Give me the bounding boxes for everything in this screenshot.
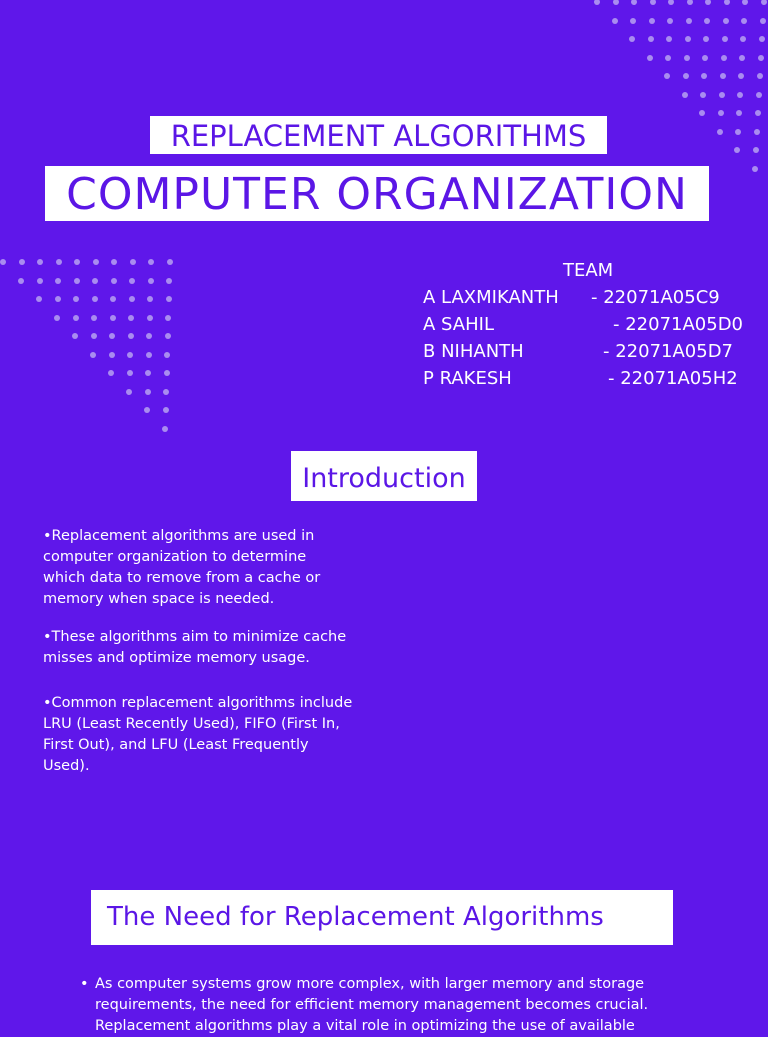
decorative-dot	[147, 296, 153, 302]
intro-bullet: •Replacement algorithms are used in computer organization to determine which data to remove from a cache or memory when space is needed.	[43, 528, 321, 607]
decorative-dot	[148, 278, 154, 284]
decorative-dot	[110, 296, 116, 302]
decorative-dot	[756, 92, 762, 98]
decorative-dot	[92, 296, 98, 302]
decorative-dot	[724, 0, 730, 5]
decorative-dot	[36, 296, 42, 302]
decorative-dot	[93, 259, 99, 265]
decorative-dot	[92, 278, 98, 284]
decorative-dot	[126, 389, 132, 395]
decorative-dot	[650, 0, 656, 5]
team-member-name: A SAHIL	[423, 314, 494, 335]
decorative-dot	[649, 18, 655, 24]
decorative-dot	[163, 407, 169, 413]
decorative-dot	[737, 92, 743, 98]
decorative-dot	[110, 315, 116, 321]
decorative-dot	[73, 296, 79, 302]
decorative-dot	[166, 278, 172, 284]
decorative-dot	[165, 315, 171, 321]
decorative-dot	[19, 259, 25, 265]
decorative-dot	[167, 259, 173, 265]
decorative-dot	[594, 0, 600, 5]
decorative-dot	[702, 55, 708, 61]
decorative-dot	[665, 55, 671, 61]
decorative-dot	[759, 36, 765, 42]
decorative-dot	[760, 18, 766, 24]
decorative-dot	[147, 315, 153, 321]
decorative-dot	[72, 333, 78, 339]
team-member-row	[423, 341, 734, 362]
team-member-id: - 22071A05D7	[603, 341, 734, 362]
need-bullet-list	[80, 974, 680, 1037]
team-member-row	[423, 287, 720, 308]
decorative-dot	[721, 55, 727, 61]
decorative-dot	[108, 370, 114, 376]
decorative-dot	[146, 352, 152, 358]
decorative-dot	[735, 129, 741, 135]
decorative-dot	[74, 278, 80, 284]
decorative-dot	[667, 18, 673, 24]
decorative-dot	[668, 0, 674, 5]
decorative-dot	[754, 129, 760, 135]
intro-bullet: •Common replacement algorithms include LRU (Least Recently Used), FIFO (First In, First Out), and LFU (Least Frequently Used).	[43, 695, 353, 774]
decorative-dot	[683, 73, 689, 79]
decorative-dot	[630, 18, 636, 24]
decorative-dot	[666, 36, 672, 42]
decorative-dot	[686, 18, 692, 24]
decorative-dot	[73, 315, 79, 321]
decorative-dot	[91, 333, 97, 339]
team-member-id: - 22071A05D0	[613, 314, 744, 335]
slide-title: COMPUTER ORGANIZATION	[45, 166, 709, 221]
decorative-dot	[128, 333, 134, 339]
decorative-dot	[130, 259, 136, 265]
decorative-dot	[145, 370, 151, 376]
team-member-row	[423, 368, 738, 389]
team-member-name: B NIHANTH	[423, 341, 524, 362]
decorative-dot	[684, 55, 690, 61]
decorative-dot	[37, 259, 43, 265]
need-heading: The Need for Replacement Algorithms	[91, 890, 673, 945]
decorative-dot	[699, 110, 705, 116]
decorative-dot	[757, 73, 763, 79]
decorative-dot	[127, 370, 133, 376]
decorative-dot	[720, 73, 726, 79]
decorative-dot	[740, 36, 746, 42]
decorative-dot	[741, 18, 747, 24]
introduction-heading: Introduction	[291, 451, 477, 501]
decorative-dot	[613, 0, 619, 5]
decorative-dot	[18, 278, 24, 284]
decorative-dot	[752, 166, 758, 172]
decorative-dot	[148, 259, 154, 265]
decorative-dot	[664, 73, 670, 79]
decorative-dot	[109, 333, 115, 339]
decorative-dot	[111, 278, 117, 284]
decorative-dot	[734, 147, 740, 153]
decorative-dot	[129, 296, 135, 302]
decorative-dot	[718, 110, 724, 116]
decorative-dot	[129, 278, 135, 284]
decorative-dot	[717, 129, 723, 135]
decorative-dot	[146, 333, 152, 339]
decorative-dot	[647, 55, 653, 61]
decorative-dot	[719, 92, 725, 98]
decorative-dot	[37, 278, 43, 284]
decorative-dot	[701, 73, 707, 79]
decorative-dot	[612, 18, 618, 24]
decorative-dot	[128, 315, 134, 321]
decorative-dot	[723, 18, 729, 24]
decorative-dot	[144, 407, 150, 413]
decorative-dot	[145, 389, 151, 395]
decorative-dot	[91, 315, 97, 321]
decorative-dot	[758, 55, 764, 61]
team-member-name: A LAXMIKANTH	[423, 287, 559, 308]
decorative-dot	[753, 147, 759, 153]
team-member-id: - 22071A05C9	[591, 287, 720, 308]
decorative-dot	[109, 352, 115, 358]
decorative-dot	[704, 18, 710, 24]
decorative-dot	[648, 36, 654, 42]
decorative-dot	[761, 0, 767, 5]
decorative-dot	[166, 296, 172, 302]
decorative-dot	[705, 0, 711, 5]
decorative-dot	[111, 259, 117, 265]
decorative-dot	[722, 36, 728, 42]
decorative-dot	[755, 110, 761, 116]
decorative-dot	[56, 259, 62, 265]
decorative-dot	[164, 352, 170, 358]
decorative-dot	[164, 370, 170, 376]
decorative-dot	[629, 36, 635, 42]
decorative-dot	[55, 296, 61, 302]
decorative-dot	[55, 278, 61, 284]
team-member-id: - 22071A05H2	[608, 368, 738, 389]
decorative-dot	[163, 389, 169, 395]
decorative-dot	[703, 36, 709, 42]
team-member-name: P RAKESH	[423, 368, 512, 389]
decorative-dot	[127, 352, 133, 358]
decorative-dot	[738, 73, 744, 79]
decorative-dot	[54, 315, 60, 321]
decorative-dot	[90, 352, 96, 358]
decorative-dot	[739, 55, 745, 61]
decorative-dot	[685, 36, 691, 42]
decorative-dot	[165, 333, 171, 339]
decorative-dot	[682, 92, 688, 98]
decorative-dot	[0, 259, 6, 265]
decorative-dot	[736, 110, 742, 116]
intro-bullet: •These algorithms aim to minimize cache misses and optimize memory usage.	[43, 629, 347, 666]
decorative-dot	[700, 92, 706, 98]
decorative-dot	[631, 0, 637, 5]
decorative-dot	[74, 259, 80, 265]
decorative-dot	[687, 0, 693, 5]
decorative-dot	[162, 426, 168, 432]
team-member-row	[423, 314, 744, 335]
team-heading: TEAM	[563, 260, 614, 281]
need-bullet: • As computer systems grow more complex, with larger memory and storage requirements, the need for efficient memory management becomes crucial. Replacement algorithms play a vital role in optimizing the use of available	[80, 974, 680, 1037]
decorative-dot	[742, 0, 748, 5]
slide-subtitle: REPLACEMENT ALGORITHMS	[150, 116, 607, 154]
